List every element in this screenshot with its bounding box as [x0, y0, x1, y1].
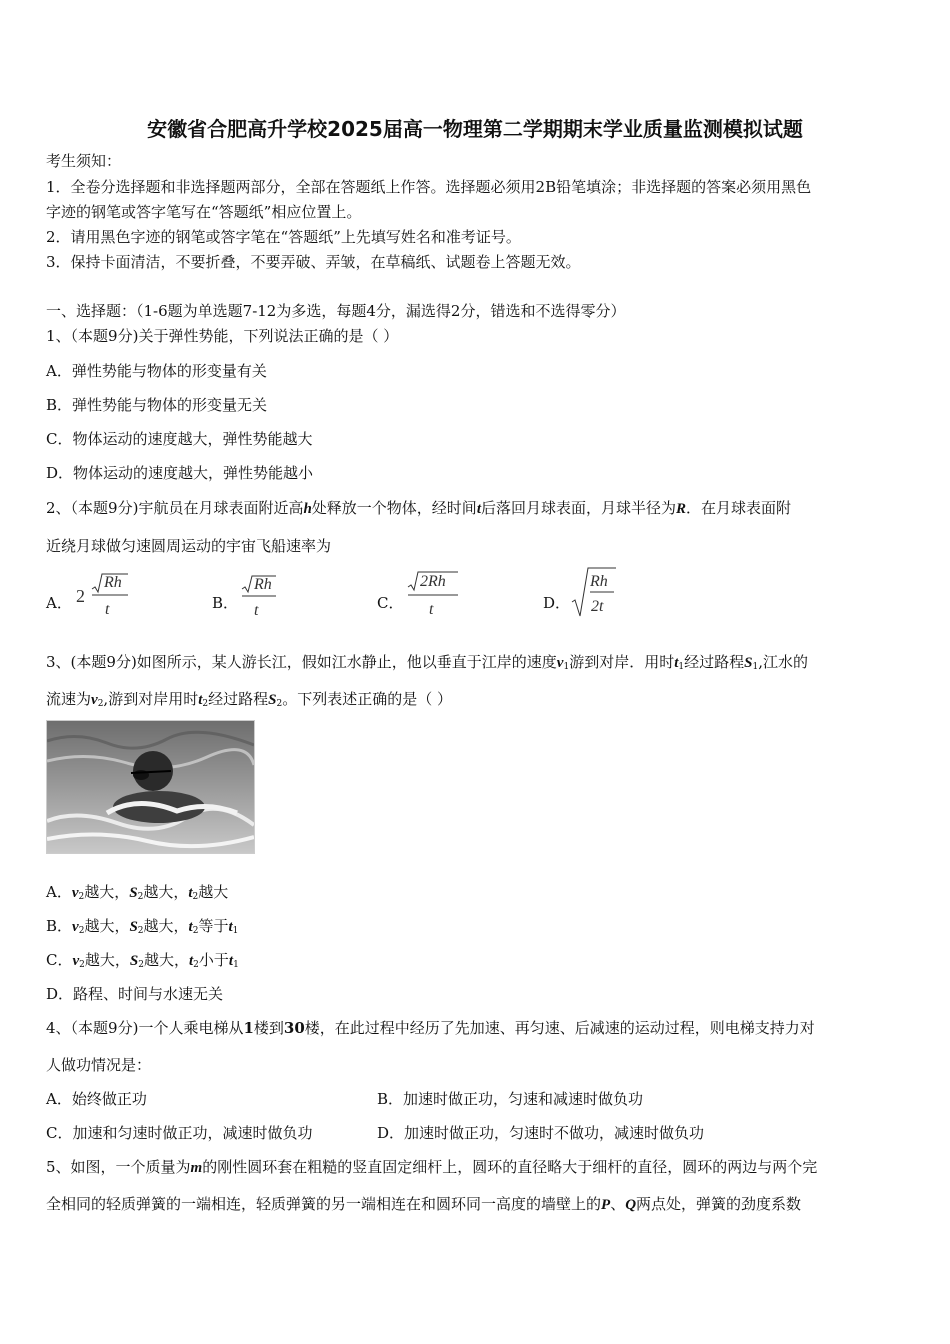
svg-text:Rh: Rh	[104, 574, 122, 591]
question-2-stem-line2: 近绕月球做匀速圆周运动的宇宙飞船速率为	[46, 537, 332, 555]
q1-option-b: B．弹性势能与物体的形变量无关	[46, 396, 268, 414]
section-heading: 一、选择题：（1-6题为单选题7-12为多选，每题4分，漏选得2分，错选和不选得零分）	[46, 302, 626, 320]
q4-option-b: B．加速时做正功，匀速和减速时做负功	[377, 1090, 644, 1108]
q3-option-b: B．$v_2$越大，$S_2$越大，$t_2$等于$t_1$	[46, 917, 239, 936]
question-3-stem: 3、(本题9分)如图所示，某人游长江，假如江水静止，他以垂直于江岸的速度$v_1$游到对岸．用时$t_1$经过路程$S_1$,江水的	[46, 653, 808, 672]
svg-text:t: t	[429, 601, 434, 618]
question-2-stem: 2、（本题9分)宇航员在月球表面附近高h处释放一个物体，经时间t后落回月球表面，月球半径为R．在月球表面附	[46, 499, 792, 517]
question-5-stem-line2: 全相同的轻质弹簧的一端相连，轻质弹簧的另一端相连在和圆环同一高度的墙壁上的P、Q两点处，弹簧的劲度系数	[46, 1195, 802, 1213]
svg-text:2: 2	[76, 586, 85, 606]
q1-option-c: C．物体运动的速度越大，弹性势能越大	[46, 430, 313, 448]
question-4-stem-line2: 人做功情况是：	[46, 1056, 152, 1074]
q4-option-d: D．加速时做正功，匀速时不做功，减速时做负功	[377, 1124, 705, 1142]
svg-text:t: t	[254, 602, 259, 619]
svg-text:2Rh: 2Rh	[420, 573, 446, 590]
question-3-stem-line2: 流速为$v_2$,游到对岸用时$t_2$经过路程$S_2$。下列表述正确的是（ ）	[46, 690, 452, 709]
notice-heading: 考生须知：	[46, 152, 122, 170]
svg-text:t: t	[105, 601, 110, 618]
q2-option-d-formula	[570, 564, 620, 620]
page-title: 安徽省合肥高升学校2025届高一物理第二学期期末学业质量监测模拟试题	[147, 117, 803, 141]
notice-item: 1．全卷分选择题和非选择题两部分，全部在答题纸上作答。选择题必须用2B铅笔填涂；非选择题的答案必须用黑色	[46, 178, 812, 196]
question-1-stem: 1、（本题9分)关于弹性势能，下列说法正确的是（ ）	[46, 327, 399, 345]
q2-option-c-label: C．	[377, 594, 404, 612]
q2-option-a-formula	[74, 568, 134, 620]
notice-item: 3．保持卡面清洁，不要折叠，不要弄破、弄皱，在草稿纸、试题卷上答题无效。	[46, 253, 581, 271]
swimmer-photo	[46, 720, 255, 854]
question-5-stem: 5、如图，一个质量为m的刚性圆环套在粗糙的竖直固定细杆上，圆环的直径略大于细杆的直径，圆环的两边与两个完	[46, 1158, 818, 1176]
q2-option-d-label: D．	[543, 594, 571, 612]
svg-text:Rh: Rh	[254, 576, 272, 593]
q1-option-d: D．物体运动的速度越大，弹性势能越小	[46, 464, 314, 482]
q3-option-c: C．$v_2$越大，$S_2$越大，$t_2$小于$t_1$	[46, 951, 239, 970]
q4-option-a: A．始终做正功	[46, 1090, 147, 1108]
q3-option-d: D．路程、时间与水速无关	[46, 985, 224, 1003]
notice-item: 2．请用黑色字迹的钢笔或答字笔在“答题纸”上先填写姓名和准考证号。	[46, 228, 521, 246]
q2-option-c-formula	[404, 566, 462, 620]
q2-option-b-formula	[238, 568, 282, 620]
q2-option-a-label: A．	[46, 594, 72, 612]
question-4-stem: 4、（本题9分)一个人乘电梯从1楼到30楼，在此过程中经历了先加速、再匀速、后减速的运动过程，则电梯支持力对	[46, 1019, 815, 1037]
notice-item: 字迹的钢笔或答字笔写在“答题纸”相应位置上。	[46, 203, 362, 221]
q3-option-a: A．$v_2$越大，$S_2$越大，$t_2$越大	[46, 883, 229, 902]
svg-text:Rh: Rh	[590, 573, 608, 590]
svg-text:2t: 2t	[591, 598, 604, 615]
q2-option-b-label: B．	[212, 594, 239, 612]
q1-option-a: A．弹性势能与物体的形变量有关	[46, 362, 267, 380]
q4-option-c: C．加速和匀速时做正功，减速时做负功	[46, 1124, 313, 1142]
